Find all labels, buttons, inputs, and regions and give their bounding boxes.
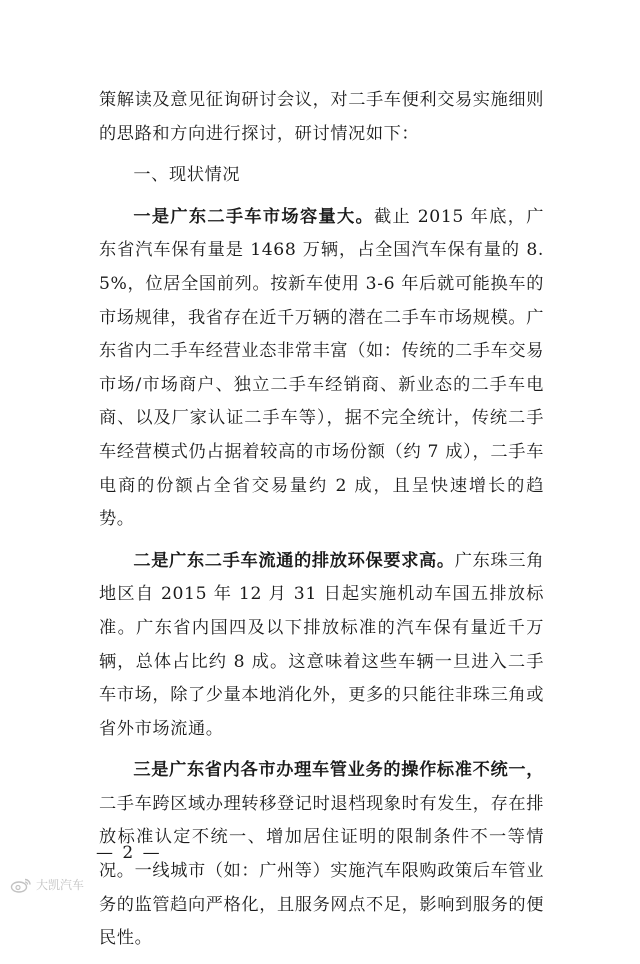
watermark	[10, 876, 84, 893]
paragraph-lead-market-capacity: 一是广东二手车市场容量大。	[133, 206, 374, 227]
paragraph-lead-vehicle-management-standards: 三是广东省内各市办理车管业务的操作标准不统一，	[133, 760, 544, 781]
paragraph-lead-emission-requirements: 二是广东二手车流通的排放环保要求高。	[133, 550, 455, 571]
document-body	[99, 84, 544, 964]
paragraph-body-market-capacity: 截止 2015 年底，广东省汽车保有量是 1468 万辆，占全国汽车保有量的 8.5%，位居全国前列。按新车使用 3-6 年后就可能换车的市场规律，我省存在近千万辆的潜在二手车市场规模。广东省内二手车经营业态非常丰富（如：传统的二手车交易市场/市场商户、独立二手车经销商、新业态的二手车电商、以及厂家认证二手车等），据不完全统计，传统二手车经营模式仍占据着较高的市场份额（约 7 成），二手车电商的份额占全省交易量约 2 成，且呈快速增长的趋势。	[99, 206, 544, 530]
page-number: — 2 —	[96, 843, 162, 863]
watermark-text: 大凯汽车	[36, 878, 85, 892]
paragraph-intro: 策解读及意见征询研讨会议，对二手车便利交易实施细则的思路和方向进行探讨，研讨情况如下：	[99, 90, 544, 144]
weibo-icon	[10, 877, 32, 893]
paragraph-body-vehicle-management-standards: 二手车跨区域办理转移登记时退档现象时有发生，存在排放标准认定不统一、增加居住证明的限制条件不一等情况。一线城市（如：广州等）实施汽车限购政策后车管业务的监管趋向严格化，且服务网点不足，影响到服务的便民性。	[99, 793, 544, 949]
paragraph-emission-requirements	[99, 545, 544, 747]
paragraph-vehicle-management-standards	[99, 754, 544, 956]
paragraph-market-capacity	[99, 201, 544, 537]
paragraph-body-emission-requirements: 广东珠三角地区自 2015 年 12 月 31 日起实施机动车国五排放标准。广东省内国四及以下排放标准的汽车保有量近千万辆，总体占比约 8 成。这意味着这些车辆一旦进入二手车市场，除了少量本地消化外，更多的只能往非珠三角或省外市场流通。	[99, 550, 544, 739]
section-heading-current-status: 一、现状情况	[133, 165, 241, 186]
